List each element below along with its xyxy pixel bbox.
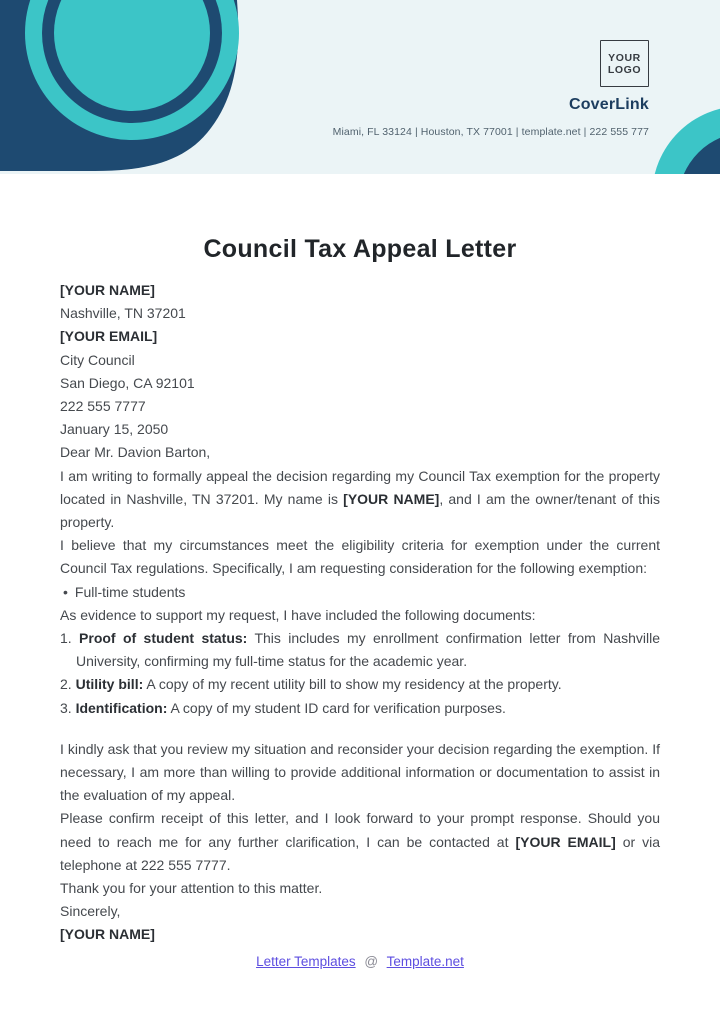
logo-text-line1: YOUR (608, 51, 641, 64)
bullet-list-item (60, 581, 660, 604)
text-run: January 15, 2050 (60, 421, 169, 438)
letter-paragraph (60, 302, 660, 325)
bold-text-run: [YOUR NAME] (60, 282, 155, 298)
list-number: 2. (60, 676, 76, 693)
list-number: 3. (60, 699, 76, 716)
letterhead-right-column (333, 40, 649, 138)
letter-paragraph (60, 534, 660, 580)
text-run: I believe that my circumstances meet the eligibility criteria for exemption under the current Council Tax regulations. Specifically, I am requesting consideration for the following exemption: (60, 537, 660, 577)
letter-paragraph (60, 395, 660, 418)
footer-separator: @ (364, 953, 379, 969)
text-run: Sincerely, (60, 903, 121, 920)
letter-paragraph (60, 604, 660, 627)
text-run: San Diego, CA 92101 (60, 374, 195, 391)
text-run: City Council (60, 351, 135, 368)
text-run: , and I am the owner/tenant of this property. (60, 490, 660, 531)
text-run: As evidence to support my request, I have included the following documents: (60, 606, 536, 623)
brand-name: CoverLink (568, 96, 649, 113)
letter-paragraph (60, 325, 660, 348)
bold-text-run: Identification: (75, 699, 168, 716)
letterhead (0, 0, 720, 174)
text-run: Please confirm receipt of this letter, and I look forward to your prompt response. Should you need to reach me for any further clarification, I can be contacted at (60, 810, 660, 850)
text-run: Thank you for your attention to this matter. (60, 880, 323, 897)
bold-text-run: [YOUR NAME] (60, 926, 155, 943)
letter-paragraph (60, 738, 660, 808)
letter-paragraph (60, 279, 660, 302)
text-run: This includes my enrollment confirmation letter from Nashville University, confirming my full-time status for the academic year. (76, 630, 660, 670)
numbered-list-item (60, 627, 660, 673)
letter-title: Council Tax Appeal Letter (203, 235, 517, 263)
letter-body (60, 279, 660, 947)
letter-paragraph (60, 465, 660, 535)
letter-paragraph (60, 418, 660, 441)
letter-document (0, 232, 720, 973)
letter-paragraph (60, 923, 660, 946)
numbered-list-item (60, 697, 660, 720)
letter-paragraph (60, 349, 660, 372)
text-run: A copy of my recent utility bill to show my residency at the property. (143, 676, 562, 693)
bold-text-run: [YOUR EMAIL] (515, 833, 616, 850)
footer (60, 950, 660, 973)
letter-paragraph (60, 900, 660, 923)
text-run: I am writing to formally appeal the decision regarding my Council Tax exemption for the property located in Nashville, TN 37201. My name is (60, 467, 660, 507)
logo-text-line2: LOGO (607, 63, 642, 76)
text-run: Nashville, TN 37201 (60, 305, 186, 322)
letter-paragraph (60, 372, 660, 395)
letter-templates-link[interactable]: Letter Templates (256, 953, 356, 969)
letter-paragraph (60, 807, 660, 877)
text-run: 222 555 7777 (60, 398, 146, 415)
bold-text-run: [YOUR NAME] (343, 490, 440, 507)
logo-placeholder (600, 40, 649, 87)
letter-paragraph (60, 441, 660, 464)
text-run: A copy of my student ID card for verification purposes. (167, 699, 506, 716)
text-run: Dear Mr. Davion Barton, (60, 444, 211, 461)
numbered-list-item (60, 673, 660, 696)
text-run: I kindly ask that you review my situation and reconsider your decision regarding the exemption. If necessary, I am more than willing to provide additional information or documentation to assist in the evaluation of my appeal. (60, 740, 660, 804)
letter-paragraph (60, 877, 660, 900)
list-number: 1. (60, 630, 80, 647)
text-run: Full-time students (74, 583, 186, 600)
bold-text-run: Utility bill: (75, 676, 144, 693)
bold-text-run: [YOUR EMAIL] (60, 328, 158, 345)
template-net-link[interactable]: Template.net (386, 953, 464, 969)
contact-info-line: Miami, FL 33124 | Houston, TX 77001 | template.net | 222 555 777 (332, 126, 649, 138)
bullet-marker: • (63, 583, 68, 600)
text-run: or via telephone at 222 555 7777. (60, 833, 660, 873)
bold-text-run: Proof of student status: (79, 630, 248, 647)
